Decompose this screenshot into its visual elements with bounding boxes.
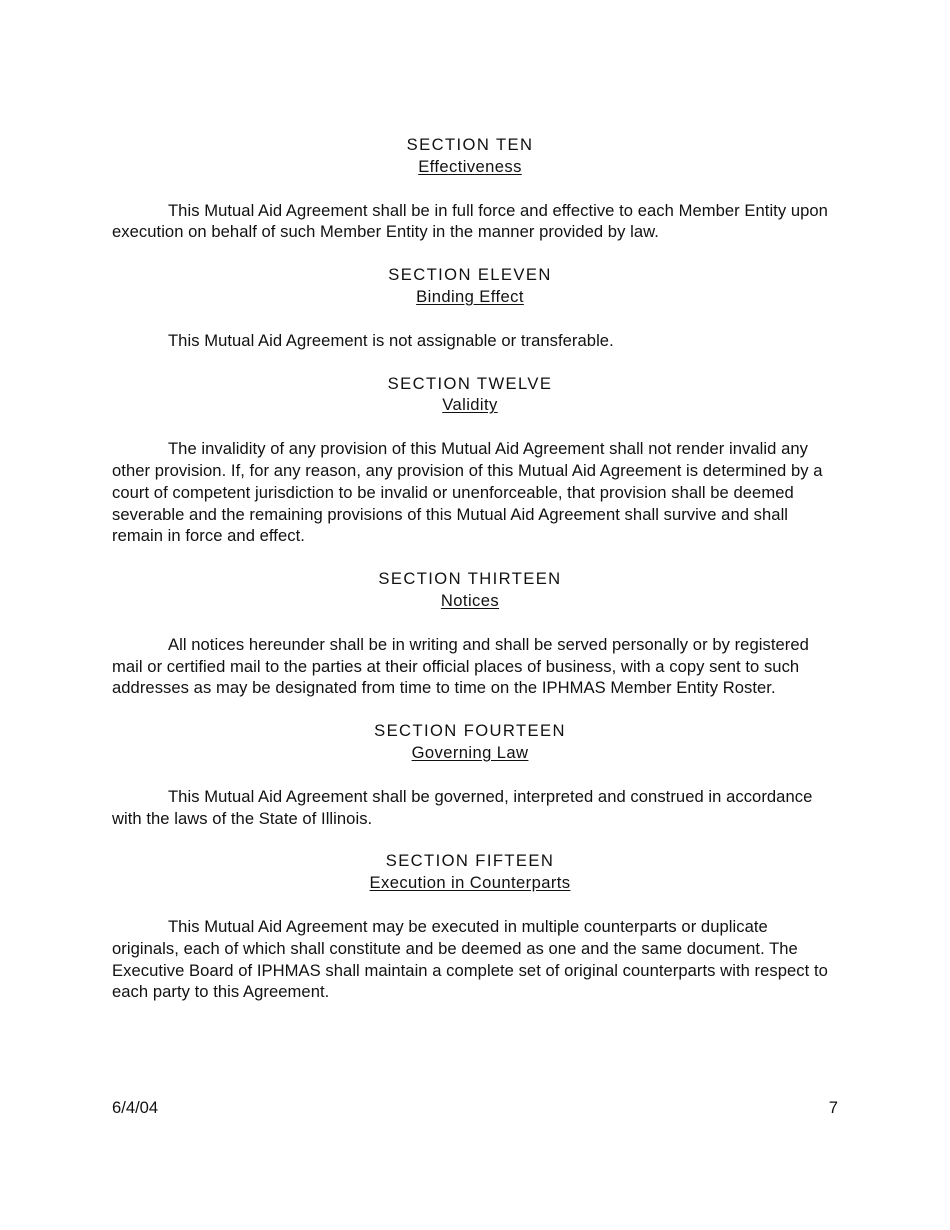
section-title: SECTION TWELVE [387, 373, 553, 393]
section-body: This Mutual Aid Agreement is not assignable or transferable. [168, 330, 614, 350]
section-subtitle: Binding Effect [416, 286, 524, 306]
section-body: This Mutual Aid Agreement shall be governed, interpreted and construed in accordance with the laws of the State of Illinois. [112, 786, 813, 828]
section-body: The invalidity of any provision of this Mutual Aid Agreement shall not render invalid any other provision. If, for any reason, any provision of this Mutual Aid Agreement is determined by a court of competent jurisdiction to be invalid or unenforceable, that provision shall be deemed severable and the remaining provisions of this Mutual Aid Agreement shall survive and shall remain in force and effect. [112, 439, 823, 546]
section-subtitle: Notices [440, 590, 500, 610]
section-title: SECTION THIRTEEN [378, 569, 562, 589]
section-body: All notices hereunder shall be in writing and shall be served personally or by registered mail or certified mail to the parties at their official places of business, with a copy sent to such addresses as may be designated from time to time on the IPHMAS Member Entity Roster. [112, 634, 809, 698]
section-eleven [112, 264, 828, 351]
section-ten [112, 134, 828, 243]
section-fourteen [112, 720, 828, 829]
section-thirteen [112, 568, 828, 699]
section-subtitle: Effectiveness [418, 156, 522, 176]
section-twelve [112, 373, 828, 548]
section-subtitle: Governing Law [411, 742, 529, 762]
section-heading [112, 373, 828, 417]
section-heading [112, 850, 828, 894]
section-heading [112, 264, 828, 308]
section-heading [112, 134, 828, 178]
footer-date: 6/4/04 [112, 1098, 159, 1117]
section-title: SECTION FIFTEEN [385, 851, 555, 871]
section-fifteen [112, 850, 828, 1003]
section-title: SECTION TEN [406, 135, 534, 154]
section-body: This Mutual Aid Agreement may be executed in multiple counterparts or duplicate originals, each of which shall constitute and be deemed as one and the same document. The Executive Board of IPHMAS shall maintain a complete set of original counterparts with respect to each party to this Agreement. [112, 916, 828, 1002]
section-subtitle: Execution in Counterparts [369, 873, 571, 893]
page-content [112, 134, 828, 1024]
section-title: SECTION FOURTEEN [374, 721, 566, 741]
section-title: SECTION ELEVEN [388, 265, 552, 285]
section-heading [112, 720, 828, 764]
footer-page-number: 7 [828, 1098, 838, 1117]
section-heading [112, 568, 828, 612]
section-subtitle: Validity [442, 395, 498, 415]
section-body: This Mutual Aid Agreement shall be in full force and effective to each Member Entity upon execution on behalf of such Member Entity in the manner provided by law. [112, 200, 828, 242]
